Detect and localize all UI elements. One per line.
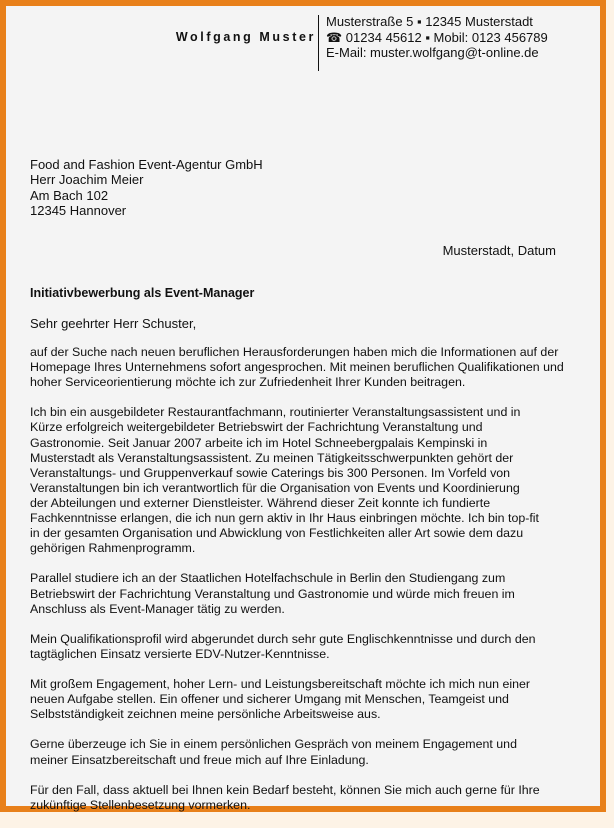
text-line: Ich bin ein ausgebildeter Restaurantfachmann, routinierter Veranstaltungsassistent und in <box>30 405 521 420</box>
sender-phone: ☎ 01234 45612 ▪ Mobil: 0123 456789 <box>326 29 548 45</box>
text-line: hoher Serviceorientierung möchte ich zur Zufriedenheit Ihrer Kunden beitragen. <box>30 375 466 390</box>
text-line: neuen Aufgabe stellen. Ein offener und sicherer Umgang mit Menschen, Teamgeist und <box>30 692 509 707</box>
recipient-address <box>30 157 263 218</box>
letter-subject: Initiativbewerbung als Event-Manager <box>30 286 255 300</box>
text-line: in der gesamten Organisation und Abwicklung von Festlichkeiten aller Art sowie dem dazu <box>30 526 524 541</box>
text-line: Gerne überzeuge ich Sie in einem persönlichen Gespräch von meinem Engagement und <box>30 737 517 752</box>
text-line: Für den Fall, dass aktuell bei Ihnen kein Bedarf besteht, können Sie mich auch gerne für Ihre <box>30 782 540 797</box>
text-line: auf der Suche nach neuen beruflichen Herausforderungen haben mich die Informationen auf der <box>30 345 559 359</box>
text-line: Kürze erfolgreich weitergebildeter Betriebswirt der Fachrichtung Veranstaltung und <box>30 420 483 435</box>
paragraph-closing <box>30 783 570 813</box>
paragraph-experience <box>30 405 570 556</box>
sender-email: E-Mail: muster.wolfgang@t-online.de <box>326 45 539 60</box>
paragraph-interview <box>30 737 570 767</box>
paragraph-motivation <box>30 677 570 722</box>
text-line: gehörigen Rahmenprogramm. <box>30 541 196 556</box>
paragraph-studies <box>30 571 570 616</box>
paragraph-intro <box>30 345 570 390</box>
letter-body <box>30 345 570 828</box>
letterhead-divider <box>318 15 319 71</box>
text-line: zukünftige Stellenbesetzung vormerken. <box>30 797 251 812</box>
text-line: tagtäglichen Einsatz versierte EDV-Nutzer-Kenntnisse. <box>30 646 330 661</box>
letter-salutation: Sehr geehrter Herr Schuster, <box>30 316 197 331</box>
text-line: Musterstadt als Veranstaltungsassistent. Zu meinen Tätigkeitsschwerpunkten gehört der <box>30 450 514 465</box>
text-line: Homepage Ihres Unternehmens sofort angesprochen. Mit meinen beruflichen Qualifikationen und <box>30 360 564 375</box>
text-line: Betriebswirt der Fachrichtung Veranstaltung und Gastronomie und würde mich freuen im <box>30 586 515 601</box>
text-line: Mein Qualifikationsprofil wird abgerundet durch sehr gute Englischkenntnisse und durch den <box>30 631 536 646</box>
paragraph-qualifications <box>30 632 570 662</box>
recipient-contact-person: Herr Joachim Meier <box>30 172 144 188</box>
text-line: Fachkenntnisse erlangen, die ich nun gern aktiv in Ihr Haus einbringen möchte. Ich bin top-fit <box>30 511 539 526</box>
text-line: Veranstaltungen bin ich verantwortlich für die Organisation von Events und Koordinierung <box>30 480 520 495</box>
text-line: Mit großem Engagement, hoher Lern- und Leistungsbereitschaft möchte ich mich nun einer <box>30 677 531 692</box>
text-line: Selbstständigkeit zeichnen meine persönliche Arbeitsweise aus. <box>30 707 381 722</box>
text-line: Veranstaltungs- und Gruppenverkauf sowie Caterings bis 300 Personen. Im Vorfeld von <box>30 465 511 480</box>
sender-address: Musterstraße 5 ▪ 12345 Musterstadt <box>326 14 533 29</box>
recipient-city: 12345 Hannover <box>30 202 127 218</box>
text-line: Anschluss als Event-Manager tätig zu werden. <box>30 601 285 616</box>
sender-contact-block <box>326 14 548 61</box>
recipient-company: Food and Fashion Event-Agentur GmbH <box>30 157 263 172</box>
letterhead <box>6 6 600 78</box>
text-line: Parallel studiere ich an der Staatlichen Hotelfachschule in Berlin den Studiengang zum <box>30 571 506 586</box>
text-line: der Abteilungen und externer Dienstleister. Während dieser Zeit konnte ich fundierte <box>30 495 491 510</box>
text-line: meiner Einsatzbereitschaft und freue mich auf Ihre Einladung. <box>30 752 369 767</box>
sender-name: Wolfgang Muster <box>175 30 316 44</box>
text-line: Gastronomie. Seit Januar 2007 arbeite ich im Hotel Schneebergpalais Kempinski in <box>30 435 488 450</box>
recipient-street: Am Bach 102 <box>30 187 109 203</box>
letter-date: Musterstadt, Datum <box>442 243 556 258</box>
